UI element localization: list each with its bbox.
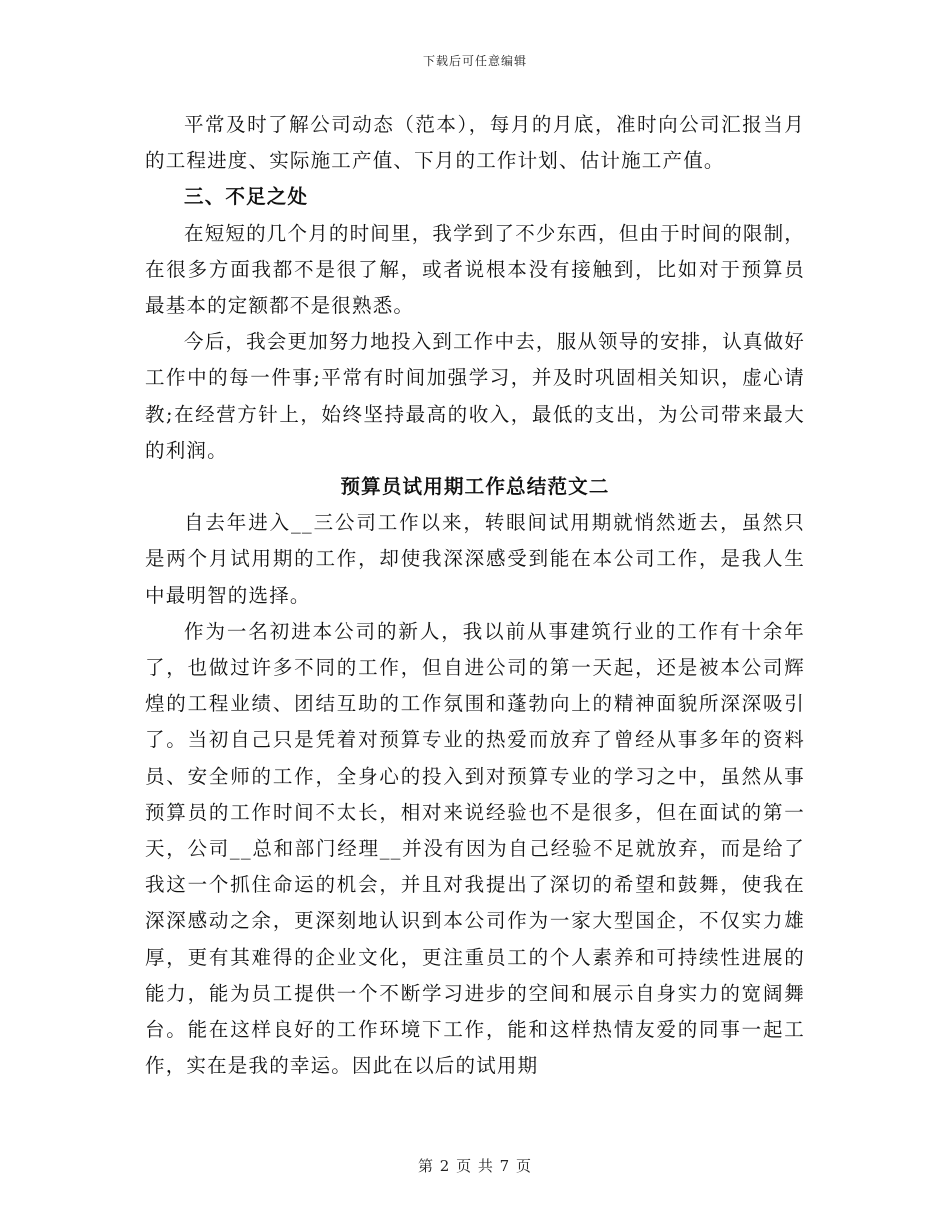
body-paragraph: 在短短的几个月的时间里，我学到了不少东西，但由于时间的限制，在很多方面我都不是很了解，或者说根本没有接触到，比如对于预算员最基本的定额都不是很熟悉。 bbox=[145, 221, 806, 318]
page-footer: 第 2 页 共 7 页 bbox=[418, 1157, 532, 1175]
body-paragraph: 今后，我会更加努力地投入到工作中去，服从领导的安排，认真做好工作中的每一件事;平常有时间加强学习，并及时巩固相关知识，虚心请教;在经营方针上，始终坚持最高的收入，最低的支出，为公司带来最大的利润。 bbox=[145, 330, 806, 462]
body-paragraph: 平常及时了解公司动态（范本），每月的月底，准时向公司汇报当月的工程进度、实际施工产值、下月的工作计划、估计施工产值。 bbox=[145, 113, 805, 173]
page-header: 下载后可任意编辑 bbox=[422, 54, 527, 68]
document-body bbox=[145, 107, 805, 1084]
section-heading: 三、不足之处 bbox=[184, 185, 309, 209]
body-paragraph: 自去年进入__三公司工作以来，转眼间试用期就悄然逝去，虽然只是两个月试用期的工作，却使我深深感受到能在本公司工作，是我人生中最明智的选择。 bbox=[145, 511, 805, 607]
body-paragraph: 作为一名初进本公司的新人，我以前从事建筑行业的工作有十余年了，也做过许多不同的工作，但自进公司的第一天起，还是被本公司辉煌的工程业绩、团结互助的工作氛围和蓬勃向上的精神面貌所深深吸引了。当初自己只是凭着对预算专业的热爱而放弃了曾经从事多年的资料员、安全师的工作，全身心的投入到对预算专业的学习之中，虽然从事预算员的工作时间不太长，相对来说经验也不是很多，但在面试的第一天，公司__总和部门经理__并没有因为自己经验不足就放弃，而是给了我这一个抓住命运的机会，并且对我提出了深切的希望和鼓舞，使我在深深感动之余，更深刻地认识到本公司作为一家大型国企，不仅实力雄厚，更有其难得的企业文化，更注重员工的个人素养和可持续性进展的能力，能为员工提供一个不断学习进步的空间和展示自身实力的宽阔舞台。能在这样良好的工作环境下工作，能和这样热情友爱的同事一起工作，实在是我的幸运。因此在以后的试用期 bbox=[145, 619, 805, 1078]
article-title: 预算员试用期工作总结范文二 bbox=[340, 475, 610, 499]
